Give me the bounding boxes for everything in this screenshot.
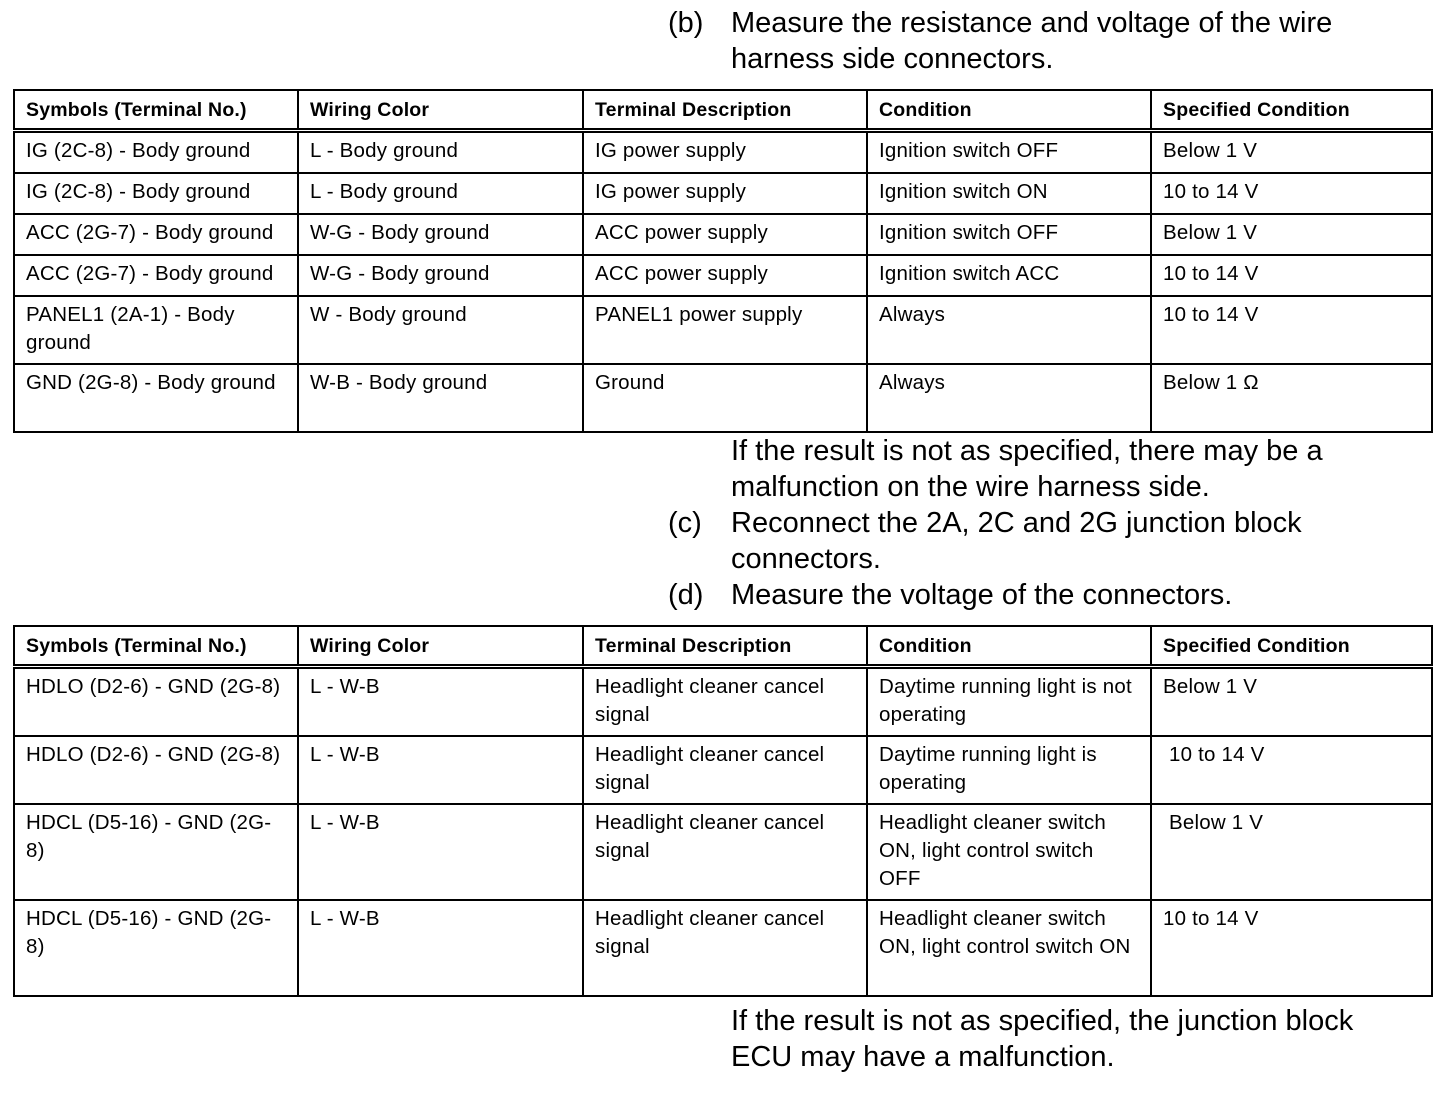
table-cell: IG power supply	[583, 131, 867, 174]
table-row	[14, 736, 1432, 804]
table-row	[14, 173, 1432, 214]
step-c-text: Reconnect the 2A, 2C and 2G junction block connectors.	[731, 507, 1302, 575]
table-cell: ACC power supply	[583, 214, 867, 255]
header-terminal-description: Terminal Description	[583, 90, 867, 131]
table-cell: IG (2C-8) - Body ground	[14, 173, 298, 214]
table-row	[14, 900, 1432, 996]
table-header-row	[14, 626, 1432, 667]
table-header-row	[14, 90, 1432, 131]
table-cell: L - W-B	[298, 667, 583, 737]
table-cell: 10 to 14 V	[1151, 173, 1432, 214]
table-cell: Ground	[583, 364, 867, 432]
table-cell: Daytime running light is not operating	[867, 667, 1151, 737]
harness-side-spec-table	[13, 89, 1433, 433]
ecu-note: If the result is not as specified, the junction block ECU may have a malfunction.	[731, 1005, 1354, 1073]
table-cell: L - W-B	[298, 736, 583, 804]
step-b-text: Measure the resistance and voltage of the wire harness side connectors.	[731, 7, 1333, 75]
header-terminal-description: Terminal Description	[583, 626, 867, 667]
table-cell: IG (2C-8) - Body ground	[14, 131, 298, 174]
step-d-text: Measure the voltage of the connectors.	[731, 579, 1233, 611]
step-b	[668, 5, 1408, 77]
table-cell: 10 to 14 V	[1151, 255, 1432, 296]
header-symbols: Symbols (Terminal No.)	[14, 626, 298, 667]
header-wiring-color: Wiring Color	[298, 90, 583, 131]
table-cell: 10 to 14 V	[1151, 900, 1432, 996]
header-condition: Condition	[867, 626, 1151, 667]
table-cell: Headlight cleaner switch ON, light control switch OFF	[867, 804, 1151, 900]
table-cell: Below 1 V	[1151, 131, 1432, 174]
table-row	[14, 296, 1432, 364]
table-cell: HDLO (D2-6) - GND (2G-8)	[14, 736, 298, 804]
table-cell: GND (2G-8) - Body ground	[14, 364, 298, 432]
table-cell: PANEL1 (2A-1) - Body ground	[14, 296, 298, 364]
header-symbols: Symbols (Terminal No.)	[14, 90, 298, 131]
table-cell: Ignition switch OFF	[867, 131, 1151, 174]
table-cell: Below 1 V	[1151, 214, 1432, 255]
step-d-letter: (d)	[668, 579, 704, 611]
table-cell: W - Body ground	[298, 296, 583, 364]
table-row	[14, 255, 1432, 296]
table-row	[14, 804, 1432, 900]
table-cell: Below 1 Ω	[1151, 364, 1432, 432]
header-condition: Condition	[867, 90, 1151, 131]
table-row	[14, 131, 1432, 174]
table-cell: HDLO (D2-6) - GND (2G-8)	[14, 667, 298, 737]
table-cell: ACC power supply	[583, 255, 867, 296]
table-cell: HDCL (D5-16) - GND (2G-8)	[14, 804, 298, 900]
table-row	[14, 214, 1432, 255]
table-cell: Always	[867, 296, 1151, 364]
step-c	[668, 505, 1408, 577]
table-cell: Headlight cleaner cancel signal	[583, 736, 867, 804]
table-cell: Daytime running light is operating	[867, 736, 1151, 804]
table-cell: ACC (2G-7) - Body ground	[14, 214, 298, 255]
step-b-letter: (b)	[668, 7, 704, 39]
table-cell: Always	[867, 364, 1151, 432]
table-cell: PANEL1 power supply	[583, 296, 867, 364]
table-cell: Headlight cleaner switch ON, light control switch ON	[867, 900, 1151, 996]
table-cell: L - W-B	[298, 900, 583, 996]
table-cell: Headlight cleaner cancel signal	[583, 900, 867, 996]
table-cell: L - W-B	[298, 804, 583, 900]
table-row	[14, 667, 1432, 737]
table-cell: 10 to 14 V	[1151, 296, 1432, 364]
table-cell: Below 1 V	[1151, 804, 1432, 900]
header-specified-condition: Specified Condition	[1151, 626, 1432, 667]
header-wiring-color: Wiring Color	[298, 626, 583, 667]
table-cell: W-B - Body ground	[298, 364, 583, 432]
table-cell: Headlight cleaner cancel signal	[583, 804, 867, 900]
header-specified-condition: Specified Condition	[1151, 90, 1432, 131]
table-cell: HDCL (D5-16) - GND (2G-8)	[14, 900, 298, 996]
table-cell: W-G - Body ground	[298, 255, 583, 296]
connector-voltage-spec-table	[13, 625, 1433, 997]
table-cell: IG power supply	[583, 173, 867, 214]
table-row	[14, 364, 1432, 432]
table-cell: 10 to 14 V	[1151, 736, 1432, 804]
table-cell: Ignition switch ACC	[867, 255, 1151, 296]
table-cell: L - Body ground	[298, 173, 583, 214]
step-d	[668, 577, 1408, 613]
table-cell: Ignition switch OFF	[867, 214, 1151, 255]
table-cell: L - Body ground	[298, 131, 583, 174]
step-c-letter: (c)	[668, 507, 702, 539]
table-cell: Ignition switch ON	[867, 173, 1151, 214]
table-cell: Below 1 V	[1151, 667, 1432, 737]
table-cell: W-G - Body ground	[298, 214, 583, 255]
table-cell: ACC (2G-7) - Body ground	[14, 255, 298, 296]
harness-note: If the result is not as specified, there may be a malfunction on the wire harness side.	[731, 435, 1323, 503]
table-cell: Headlight cleaner cancel signal	[583, 667, 867, 737]
